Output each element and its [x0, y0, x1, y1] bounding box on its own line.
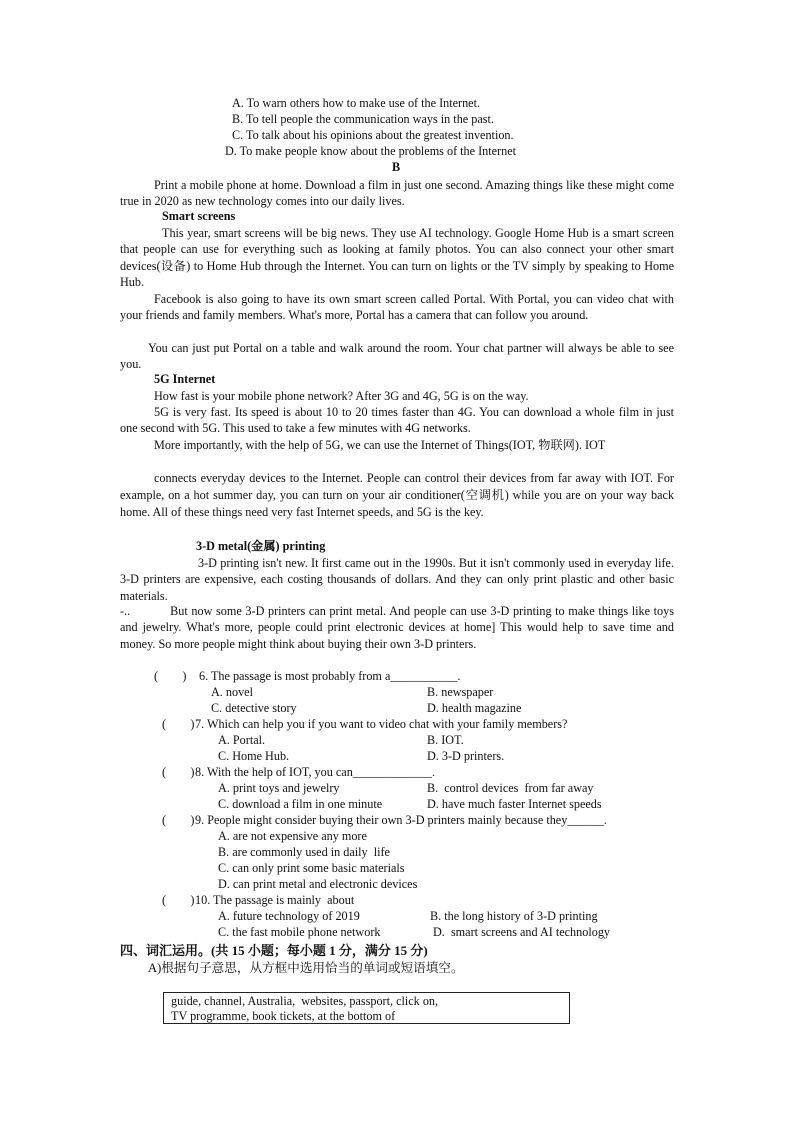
g5-paragraph-1: How fast is your mobile phone network? After 3G and 4G, 5G is on the way.: [154, 389, 529, 403]
q7-option-b: B. IOT.: [427, 733, 464, 747]
q8-stem: 8. With the help of IOT, you can_____________.: [195, 765, 436, 779]
q6-option-c: C. detective story: [211, 701, 297, 715]
q8-option-b: B. control devices from far away: [427, 781, 594, 795]
q10-option-b: B. the long history of 3-D printing: [430, 909, 598, 923]
q9-option-b: B. are commonly used in daily life: [218, 845, 390, 859]
q7-answer-blank[interactable]: ( ): [162, 717, 195, 731]
heading-smart-screens: Smart screens: [162, 209, 236, 223]
g5-paragraph-2: 5G is very fast. Its speed is about 10 to 20 times faster than 4G. You can download a whole film in just one second with 5G. This used to take a few minutes with 4G networks.: [120, 405, 674, 436]
word-bank-line-2: TV programme, book tickets, at the bottom of: [171, 1009, 396, 1023]
q9-option-d: D. can print metal and electronic devices: [218, 877, 418, 891]
q7-option-c: C. Home Hub.: [218, 749, 290, 763]
g5-paragraph-3b: connects everyday devices to the Internet. People can control their devices from far away with IOT. For example, on a hot summer day, you can turn on your air conditioner(空调机) while you are on your way back home. All of these things need very fast Internet speeds, and 5G is the key.: [120, 471, 674, 519]
passage-intro: Print a mobile phone at home. Download a film in just one second. Amazing things like these might come true in 2020 as new technology comes into our daily lives.: [120, 178, 674, 209]
smart-paragraph-3: You can just put Portal on a table and walk around the room. Your chat partner will always be able to see you.: [120, 341, 674, 372]
d3-paragraph-2: -.. But now some 3-D printers can print metal. And people can use 3-D printing to make things like toys and jewelry. What's more, people could print electronic devices at home] This would help to save time and money. So more people might think about buying their own 3-D printers.: [120, 604, 678, 651]
q9-option-c: C. can only print some basic materials: [218, 861, 405, 875]
q7-stem: 7. Which can help you if you want to video chat with your family members?: [195, 717, 568, 731]
q10-option-a: A. future technology of 2019: [218, 909, 360, 923]
q8-option-c: C. download a film in one minute: [218, 797, 383, 811]
q7-option-d: D. 3-D printers.: [427, 749, 505, 763]
g5-paragraph-3a: More importantly, with the help of 5G, we can use the Internet of Things(IOT, 物联网). IOT: [154, 438, 606, 452]
q6-option-b: B. newspaper: [427, 685, 494, 699]
q9-option-a: A. are not expensive any more: [218, 829, 367, 843]
q8-answer-blank[interactable]: ( ): [162, 765, 195, 779]
word-bank-box: [163, 992, 570, 1024]
q10-answer-blank[interactable]: ( ): [162, 893, 195, 907]
q8-option-d: D. have much faster Internet speeds: [427, 797, 602, 811]
q5-option-b: B. To tell people the communication ways in the past.: [232, 112, 494, 126]
q5-option-c: C. To talk about his opinions about the greatest invention.: [232, 128, 514, 142]
section-4-title: 四、词汇运用。(共 15 小题；每小题 1 分，满分 15 分): [120, 943, 428, 958]
q8-option-a: A. print toys and jewelry: [218, 781, 340, 795]
d3-paragraph-1: 3-D printing isn't new. It first came out in the 1990s. But it isn't commonly used in everyday life. 3-D printers are expensive, each costing thousands of dollars. And they can only print plastic and other basic materials.: [120, 556, 674, 603]
q9-answer-blank[interactable]: ( ): [162, 813, 195, 827]
q6-option-d: D. health magazine: [427, 701, 522, 715]
heading-3d-metal-printing: 3-D metal(金属) printing: [196, 539, 326, 553]
q10-option-c: C. the fast mobile phone network: [218, 925, 381, 939]
heading-5g-internet: 5G Internet: [154, 372, 216, 386]
q9-stem: 9. People might consider buying their own 3-D printers mainly because they______.: [195, 813, 607, 827]
q7-option-a: A. Portal.: [218, 733, 266, 747]
q5-option-a: A. To warn others how to make use of the Internet.: [232, 96, 481, 110]
q10-stem: 10. The passage is mainly about: [195, 893, 355, 907]
passage-label: B: [392, 160, 401, 174]
smart-paragraph-1: This year, smart screens will be big news. They use AI technology. Google Home Hub is a smart screen that people can use for everything such as looking at family photos. You can also connect your other smart devices(设备) to Home Hub through the Internet. You can turn on lights or the TV simply by speaking to Home Hub.: [120, 226, 674, 289]
q5-option-d: D. To make people know about the problems of the Internet: [225, 144, 517, 158]
q6-option-a: A. novel: [211, 685, 253, 699]
smart-paragraph-2: Facebook is also going to have its own smart screen called Portal. With Portal, you can video chat with your friends and family members. What's more, Portal has a camera that can follow you around.: [120, 292, 674, 323]
q10-option-d: D. smart screens and AI technology: [433, 925, 611, 939]
word-bank-line-1: guide, channel, Australia, websites, passport, click on,: [171, 994, 439, 1008]
q6-answer-blank[interactable]: ( ): [154, 669, 187, 683]
section-4-instruction: A)根据句子意思，从方框中选用恰当的单词或短语填空。: [148, 961, 464, 975]
q6-stem: 6. The passage is most probably from a___________.: [199, 669, 461, 683]
